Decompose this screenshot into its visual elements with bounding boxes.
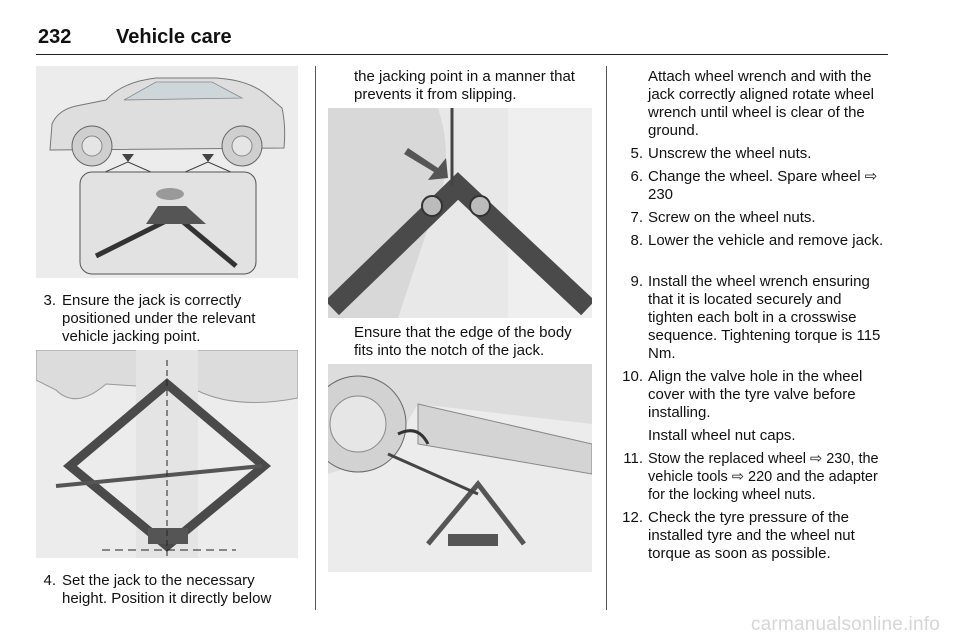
- step-6: [618, 168, 888, 204]
- step-4-text: Set the jack to the necessary height. Position it directly below: [62, 572, 272, 607]
- step-9-number: 9.: [630, 273, 643, 290]
- step-10-number: 10.: [622, 368, 643, 385]
- wheel-wrench-instruction: Attach wheel wrench and with the jack correctly aligned rotate wheel wrench until wheel is clear of the ground.: [648, 68, 874, 139]
- step-3-number: 3.: [43, 292, 56, 309]
- column-divider-1: [315, 66, 316, 610]
- figure-caption-notch: Ensure that the edge of the body fits into the notch of the jack.: [354, 324, 572, 359]
- column-divider-2: [606, 66, 607, 610]
- step-6-number: 6.: [630, 168, 643, 185]
- section-title: Vehicle care: [116, 26, 232, 48]
- step-8-text: Lower the vehicle and remove jack.: [648, 232, 884, 249]
- step-9-text: Install the wheel wrench ensuring that it is located securely and tighten each bolt in a crosswise sequence. Tightening torque is 115 Nm.: [648, 273, 881, 362]
- step-4-number: 4.: [43, 572, 56, 589]
- watermark: carmanualsonline.info: [750, 614, 940, 635]
- step-4-continued-text: the jacking point in a manner that prevents it from slipping.: [354, 68, 575, 103]
- step-10-extra: Install wheel nut caps.: [648, 427, 796, 444]
- step-12: [618, 509, 888, 563]
- step-4: [36, 572, 298, 612]
- step-12-number: 12.: [622, 509, 643, 526]
- step-7-number: 7.: [630, 209, 643, 226]
- figure-wheel-wrench: [328, 364, 592, 572]
- step-5-number: 5.: [630, 145, 643, 162]
- figure-jack-notch: [328, 108, 592, 318]
- step-7-text: Screw on the wheel nuts.: [648, 209, 816, 226]
- page-header: [36, 20, 888, 55]
- step-5-text: Unscrew the wheel nuts.: [648, 145, 812, 162]
- step-6-text: Change the wheel. Spare wheel ⇨ 230: [648, 168, 878, 203]
- step-11: [618, 450, 888, 504]
- step-12-text: Check the tyre pressure of the installed tyre and the wheel nut torque as soon as possible.: [648, 509, 855, 562]
- step-3: [36, 292, 298, 348]
- figure-car-jacking-points: [36, 66, 298, 278]
- step-5: [618, 145, 888, 163]
- page-number: 232: [38, 26, 72, 48]
- step-11-number: 11.: [623, 450, 643, 467]
- step-7: [618, 209, 888, 227]
- step-3-text: Ensure the jack is correctly positioned under the relevant vehicle jacking point.: [62, 292, 256, 345]
- step-10: [618, 368, 888, 422]
- step-9: [618, 273, 888, 363]
- figure-jack-positioned: [36, 350, 298, 558]
- step-10-text: Align the valve hole in the wheel cover with the tyre valve before installing.: [648, 368, 863, 421]
- step-8-number: 8.: [630, 232, 643, 249]
- step-8: [618, 232, 888, 268]
- step-11-text: Stow the replaced wheel ⇨ 230, the vehicle tools ⇨ 220 and the adapter for the locking wheel nuts.: [648, 451, 879, 503]
